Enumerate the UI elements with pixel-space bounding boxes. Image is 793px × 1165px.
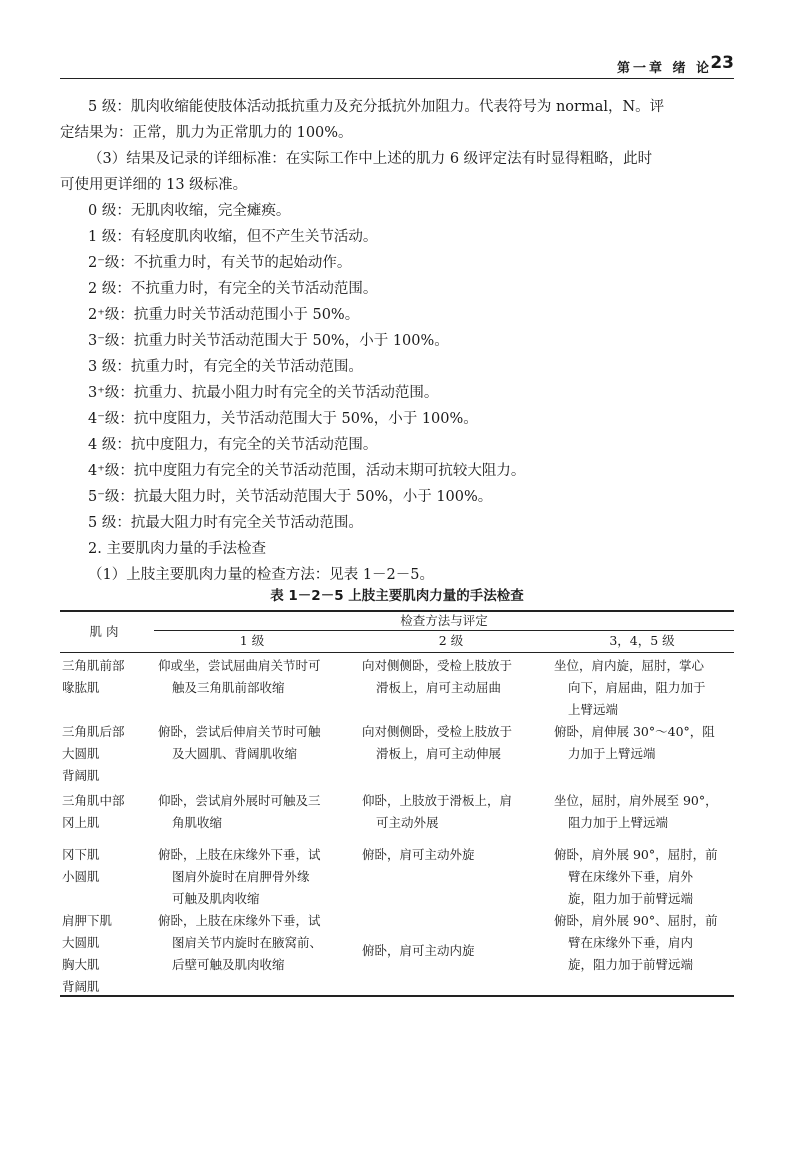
cell-g2 <box>362 655 548 699</box>
cell-line: 后壁可触及肌肉收缩 <box>172 957 285 972</box>
cell-line: 俯卧，肩外展 90°，屈肘，前 <box>554 847 718 862</box>
cell-line: 图肩关节内旋时在腋窝前、 <box>172 935 323 950</box>
paragraph-line: 2⁺级：抗重力时关节活动范围小于 50%。 <box>88 307 360 323</box>
paragraph-line: 0 级：无肌肉收缩，完全瘫痪。 <box>88 203 291 219</box>
cell-line: 冈上肌 <box>62 815 100 830</box>
cell-g3 <box>554 844 734 910</box>
header-bottom-rule <box>60 652 734 653</box>
cell-line: 俯卧，肩外展 90°、屈肘，前 <box>554 913 718 928</box>
cell-line: 旋，阻力加于前臂远端 <box>568 957 694 972</box>
paragraph-line: 2 级：不抗重力时，有完全的关节活动范围。 <box>88 281 378 297</box>
header-grade-1: 1 级 <box>239 633 265 648</box>
cell-g2 <box>362 844 548 866</box>
cell-g1 <box>158 910 354 976</box>
cell-g3 <box>554 910 734 976</box>
cell-line: 背阔肌 <box>62 768 100 783</box>
cell-line: 冈下肌 <box>62 847 100 862</box>
paragraph-line: 1 级：有轻度肌肉收缩，但不产生关节活动。 <box>88 229 378 245</box>
paragraph-line: 2⁻级：不抗重力时，有关节的起始动作。 <box>88 255 352 271</box>
cell-g1 <box>158 844 354 910</box>
cell-g2 <box>362 940 548 962</box>
cell-muscle <box>62 655 150 699</box>
cell-g2 <box>362 721 548 765</box>
cell-muscle <box>62 790 150 834</box>
cell-line: 坐位，肩内旋，屈肘，掌心 <box>554 658 705 673</box>
cell-line: 滑板上，肩可主动屈曲 <box>376 680 502 695</box>
cell-line: 小圆肌 <box>62 869 100 884</box>
cell-line: 臂在床缘外下垂，肩外 <box>568 869 694 884</box>
paragraph-line: 定结果为：正常，肌力为正常肌力的 100%。 <box>60 125 353 141</box>
running-header <box>60 52 734 79</box>
cell-line: 仰卧，上肢放于滑板上，肩 <box>362 793 513 808</box>
header-sub-rule <box>154 630 734 631</box>
cell-line: 臂在床缘外下垂，肩内 <box>568 935 694 950</box>
cell-g1 <box>158 721 354 765</box>
cell-line: 肩胛下肌 <box>62 913 113 928</box>
cell-line: 触及三角肌前部收缩 <box>172 680 285 695</box>
table-caption: 表 1－2－5 上肢主要肌肉力量的手法检查 <box>270 588 524 604</box>
paragraph-line: 可使用更详细的 13 级标准。 <box>60 177 248 193</box>
chapter-title: 第一章 绪 论 <box>616 61 712 76</box>
paragraph-line: 5 级：抗最大阻力时有完全关节活动范围。 <box>88 515 363 531</box>
paragraph-line: 2. 主要肌肉力量的手法检查 <box>88 541 266 557</box>
paragraph-line: 5 级：肌肉收缩能使肢体活动抵抗重力及充分抵抗外加阻力。代表符号为 normal，N。评 <box>88 99 665 115</box>
table-bottom-rule <box>60 995 734 997</box>
cell-g1 <box>158 790 354 834</box>
paragraph-line: （3）结果及记录的详细标准：在实际工作中上述的肌力 6 级评定法有时显得粗略，此时 <box>88 151 653 167</box>
paragraph-line: 4 级：抗中度阻力，有完全的关节活动范围。 <box>88 437 378 453</box>
cell-g1 <box>158 655 354 699</box>
cell-line: 俯卧，肩可主动外旋 <box>362 847 475 862</box>
header-muscle: 肌 肉 <box>89 624 119 639</box>
cell-g2 <box>362 790 548 834</box>
header-grade-2: 2 级 <box>438 633 464 648</box>
page-number: 23 <box>710 53 734 73</box>
cell-line: 俯卧，肩伸展 30°～40°，阻 <box>554 724 715 739</box>
cell-line: 阻力加于上臂远端 <box>568 815 669 830</box>
paragraph-line: 4⁻级：抗中度阻力，关节活动范围大于 50%，小于 100%。 <box>88 411 478 427</box>
cell-line: 胸大肌 <box>62 957 100 972</box>
cell-line: 仰卧，尝试肩外展时可触及三 <box>158 793 321 808</box>
cell-line: 大圆肌 <box>62 935 100 950</box>
cell-line: 俯卧，上肢在床缘外下垂，试 <box>158 847 321 862</box>
cell-line: 上臂远端 <box>568 702 619 717</box>
cell-line: 向对侧侧卧，受检上肢放于 <box>362 658 513 673</box>
cell-line: 角肌收缩 <box>172 815 223 830</box>
cell-line: 滑板上，肩可主动伸展 <box>376 746 502 761</box>
paragraph-line: 4⁺级：抗中度阻力有完全的关节活动范围，活动末期可抗较大阻力。 <box>88 463 526 479</box>
cell-line: 背阔肌 <box>62 979 100 994</box>
cell-g3 <box>554 655 734 721</box>
paragraph-line: 3⁺级：抗重力、抗最小阻力时有完全的关节活动范围。 <box>88 385 439 401</box>
cell-line: 坐位，屈肘，肩外展至 90°， <box>554 793 718 808</box>
paragraph-line: 3⁻级：抗重力时关节活动范围大于 50%，小于 100%。 <box>88 333 449 349</box>
cell-line: 大圆肌 <box>62 746 100 761</box>
cell-muscle <box>62 721 150 787</box>
cell-g3 <box>554 721 734 765</box>
cell-line: 向下，肩屈曲，阻力加于 <box>568 680 706 695</box>
paragraph-line: 5⁻级：抗最大阻力时，关节活动范围大于 50%，小于 100%。 <box>88 489 493 505</box>
cell-line: 及大圆肌、背阔肌收缩 <box>172 746 298 761</box>
cell-line: 俯卧，上肢在床缘外下垂，试 <box>158 913 321 928</box>
cell-line: 图肩外旋时在肩胛骨外缘 <box>172 869 310 884</box>
cell-muscle <box>62 844 150 888</box>
cell-line: 喙肱肌 <box>62 680 100 695</box>
cell-line: 仰或坐，尝试屈曲肩关节时可 <box>158 658 321 673</box>
cell-line: 俯卧，尝试后伸肩关节时可触 <box>158 724 321 739</box>
cell-line: 三角肌前部 <box>62 658 125 673</box>
cell-line: 三角肌中部 <box>62 793 125 808</box>
paragraph-line: （1）上肢主要肌肉力量的检查方法：见表 1－2－5。 <box>88 567 435 583</box>
header-grade-3: 3，4，5 级 <box>609 633 675 648</box>
cell-muscle <box>62 910 150 998</box>
cell-line: 俯卧，肩可主动内旋 <box>362 943 475 958</box>
body-text <box>60 94 734 588</box>
header-group: 检查方法与评定 <box>400 613 488 628</box>
cell-line: 向对侧侧卧，受检上肢放于 <box>362 724 513 739</box>
cell-line: 可主动外展 <box>376 815 439 830</box>
cell-line: 三角肌后部 <box>62 724 125 739</box>
cell-line: 可触及肌肉收缩 <box>172 891 260 906</box>
cell-line: 旋，阻力加于前臂远端 <box>568 891 694 906</box>
cell-g3 <box>554 790 734 834</box>
cell-line: 力加于上臂远端 <box>568 746 656 761</box>
paragraph-line: 3 级：抗重力时，有完全的关节活动范围。 <box>88 359 363 375</box>
